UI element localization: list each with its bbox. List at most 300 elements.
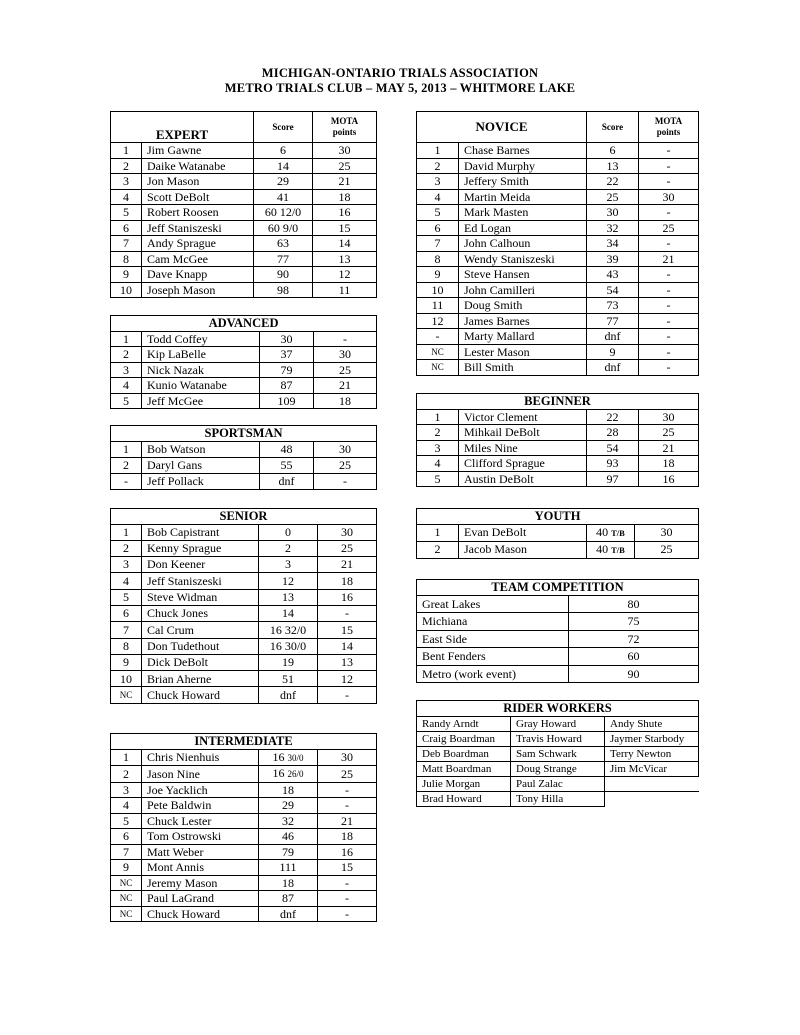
table-row [111,524,377,540]
worker-name [605,791,699,806]
table-cell: Cal Crum [142,622,259,638]
table-row [417,205,699,221]
table-cell: 21 [639,251,699,267]
table-cell: Jon Mason [142,174,254,190]
table-cell: - [111,473,142,489]
table-cell: 25 [635,541,699,558]
table-cell: 10 [111,282,142,298]
table-row [417,456,699,472]
table-cell: 54 [587,440,639,456]
table-cell: 2 [111,457,142,473]
table-row [111,782,377,798]
table-cell: Miles Nine [459,440,587,456]
table-row [111,573,377,589]
table-cell: Jeff Pollack [142,473,260,489]
table-cell: 79 [260,362,314,378]
table-cell: 4 [417,189,459,205]
table-cell: 25 [313,158,377,174]
table-cell: 13 [587,158,639,174]
table-row [111,829,377,845]
worker-name: Jaymer Starbody [605,731,699,746]
table-cell [587,524,635,541]
score-value: 32 [282,813,294,828]
senior-table [110,508,377,704]
table-row [111,220,377,236]
table-cell: 5 [111,205,142,221]
sportsman-table [110,425,377,490]
table-cell: Bob Capistrant [142,524,259,540]
table-cell: 4 [111,378,142,394]
table-row [111,251,377,267]
table-cell: Paul LaGrand [142,891,259,907]
score-value: 29 [282,798,294,812]
table-cell: - [314,331,377,347]
mota-header: MOTA points [313,112,377,143]
table-row [417,471,699,487]
table-row [417,746,699,761]
table-cell: NC [111,906,142,922]
score-header: Score [254,112,313,143]
table-cell: - [314,473,377,489]
table-row [417,595,699,613]
table-cell: dnf [259,687,318,703]
table-cell: Chuck Jones [142,605,259,621]
table-cell: NC [111,891,142,907]
table-cell: Pete Baldwin [142,798,259,814]
table-cell: 5 [111,589,142,605]
table-cell: NC [417,344,459,360]
table-row [111,798,377,814]
table-cell: - [639,282,699,298]
table-row [111,766,377,783]
table-cell: 5 [111,393,142,409]
score-header: Score [587,112,639,143]
table-cell [587,541,635,558]
table-cell: 14 [254,158,313,174]
table-row [417,174,699,190]
table-cell [259,906,318,922]
table-row [111,205,377,221]
team-competition-table [416,579,699,683]
table-cell: John Camilleri [459,282,587,298]
table-cell: Kunio Watanabe [142,378,260,394]
table-row [417,267,699,283]
table-cell: 30 [639,189,699,205]
table-cell: 55 [260,457,314,473]
table-cell: Chuck Howard [142,687,259,703]
table-cell: - [639,174,699,190]
table-row [111,589,377,605]
table-cell: 90 [254,267,313,283]
table-cell: 1 [417,409,459,425]
table-row [111,441,377,457]
table-cell: - [639,236,699,252]
worker-name: Terry Newton [605,746,699,761]
table-cell: 60 9/0 [254,220,313,236]
table-cell: 4 [111,573,142,589]
table-cell: Chuck Howard [142,906,259,922]
table-cell: Wendy Staniszeski [459,251,587,267]
table-cell: 8 [111,638,142,654]
table-row [417,329,699,345]
table-cell: 21 [314,378,377,394]
table-row [111,143,377,159]
beginner-table [416,393,699,487]
table-cell: 25 [318,766,377,783]
table-row [111,158,377,174]
table-row [111,906,377,922]
table-cell: - [318,687,377,703]
intermediate-table [110,733,377,922]
table-cell: 9 [587,344,639,360]
table-cell: Steve Hansen [459,267,587,283]
table-cell: 25 [587,189,639,205]
table-cell: 18 [313,189,377,205]
table-cell: Jim Gawne [142,143,254,159]
score-value: 16 [272,766,285,780]
table-cell: - [318,782,377,798]
table-cell: 2 [111,540,142,556]
table-cell: 41 [254,189,313,205]
table-cell: Todd Coffey [142,331,260,347]
table-cell: 18 [639,456,699,472]
table-cell: 2 [417,158,459,174]
table-row [417,220,699,236]
table-cell: Lester Mason [459,344,587,360]
table-row [417,613,699,631]
table-row [417,791,699,806]
table-cell: Jeffery Smith [459,174,587,190]
table-cell: 30 [318,749,377,766]
table-row [417,648,699,666]
table-row [111,605,377,621]
score-value: 18 [282,782,294,797]
table-cell: - [318,605,377,621]
table-cell: 8 [111,251,142,267]
table-row [111,687,377,703]
table-cell: Michiana [417,613,569,631]
table-cell: Jeff Staniszeski [142,220,254,236]
table-row [111,860,377,876]
tiebreak-label: T/B [611,527,625,538]
table-cell: 16 32/0 [259,622,318,638]
table-cell: Great Lakes [417,595,569,613]
table-cell: 3 [111,557,142,573]
tiebreak-label: T/B [611,544,625,555]
advanced-table [110,315,377,409]
table-cell: 48 [260,441,314,457]
table-cell: Andy Sprague [142,236,254,252]
table-cell: 54 [587,282,639,298]
table-cell: 77 [587,313,639,329]
table-row [111,378,377,394]
table-cell: Chase Barnes [459,143,587,159]
table-row [111,393,377,409]
table-cell: 5 [111,813,142,829]
worker-name: Andy Shute [605,716,699,731]
table-cell: 6 [254,143,313,159]
table-cell: Victor Clement [459,409,587,425]
table-row [111,891,377,907]
table-cell: 25 [314,362,377,378]
table-cell: Cam McGee [142,251,254,267]
table-cell: Austin DeBolt [459,471,587,487]
table-row [111,362,377,378]
table-cell: 60 12/0 [254,205,313,221]
table-cell: Brian Aherne [142,671,259,687]
table-row [417,541,699,558]
table-cell: 19 [259,654,318,670]
table-cell: 15 [313,220,377,236]
table-cell: NC [111,687,142,703]
table-cell: 30 [314,441,377,457]
table-cell: 87 [260,378,314,394]
table-cell: 7 [111,844,142,860]
table-cell: 22 [587,409,639,425]
table-row [417,440,699,456]
score-value: 46 [282,829,294,843]
table-cell: 16 30/0 [259,638,318,654]
sportsman-title: SPORTSMAN [111,426,377,442]
table-cell: 22 [587,174,639,190]
youth-table [416,508,699,559]
table-cell: Don Keener [142,557,259,573]
table-cell: 30 [313,143,377,159]
table-cell: 63 [254,236,313,252]
table-row [111,654,377,670]
table-cell: - [318,906,377,922]
table-cell: 12 [417,313,459,329]
table-row [417,776,699,791]
table-cell: 51 [259,671,318,687]
table-cell: 6 [111,220,142,236]
table-cell: 1 [417,143,459,159]
worker-name: Travis Howard [511,731,605,746]
table-cell: 3 [111,782,142,798]
table-cell: 9 [111,654,142,670]
table-cell: Daike Watanabe [142,158,254,174]
table-cell: - [639,360,699,376]
tiebreak-value: 30/0 [287,752,304,763]
score-value: dnf [280,906,296,921]
table-cell: 97 [587,471,639,487]
table-cell: 1 [111,441,142,457]
table-cell: 18 [314,393,377,409]
table-cell: Doug Smith [459,298,587,314]
table-cell: 7 [417,236,459,252]
table-cell: 16 [318,844,377,860]
table-row [417,425,699,441]
worker-name: Paul Zalac [511,776,605,791]
table-cell: 6 [417,220,459,236]
table-cell: 43 [587,267,639,283]
table-cell: - [639,313,699,329]
table-cell: Joseph Mason [142,282,254,298]
table-cell: Robert Roosen [142,205,254,221]
table-cell: 3 [417,440,459,456]
table-cell: 30 [318,524,377,540]
team-title: TEAM COMPETITION [417,580,699,596]
table-cell: Daryl Gans [142,457,260,473]
table-cell: 2 [111,347,142,363]
table-cell: East Side [417,630,569,648]
table-cell: 21 [318,813,377,829]
table-cell: 1 [111,331,142,347]
expert-table [110,111,377,298]
table-cell: 60 [569,648,699,666]
table-cell: 32 [587,220,639,236]
table-cell: 109 [260,393,314,409]
table-cell: Ed Logan [459,220,587,236]
table-cell: 16 [318,589,377,605]
table-cell: 73 [587,298,639,314]
table-cell: Kenny Sprague [142,540,259,556]
table-cell: 30 [635,524,699,541]
table-cell: 18 [318,829,377,845]
table-cell: 14 [259,605,318,621]
table-cell: Chris Nienhuis [142,749,259,766]
table-row [111,813,377,829]
table-cell: Bob Watson [142,441,260,457]
table-row [111,331,377,347]
table-cell: 6 [111,829,142,845]
table-cell: 13 [313,251,377,267]
worker-name: Jim McVicar [605,761,699,776]
table-cell: 75 [569,613,699,631]
table-row [417,716,699,731]
table-cell: Marty Mallard [459,329,587,345]
table-cell: 30 [260,331,314,347]
table-cell: 16 [313,205,377,221]
beginner-title: BEGINNER [417,394,699,410]
table-cell: 25 [639,220,699,236]
table-row [111,473,377,489]
table-cell [259,749,318,766]
table-cell [259,891,318,907]
table-row [111,347,377,363]
table-cell: 9 [417,267,459,283]
table-cell: dnf [587,329,639,345]
table-row [417,409,699,425]
document-subtitle: METRO TRIALS CLUB – MAY 5, 2013 – WHITMORE LAKE [224,81,576,95]
table-cell: Metro (work event) [417,665,569,683]
table-row [111,457,377,473]
worker-name: Craig Boardman [417,731,511,746]
table-row [111,557,377,573]
table-row [417,189,699,205]
tiebreak-value: 26/0 [287,769,304,779]
table-cell: - [318,891,377,907]
table-row [417,731,699,746]
score-value: 18 [282,875,294,890]
score-value: 111 [279,860,297,874]
intermediate-title: INTERMEDIATE [111,734,377,750]
table-cell: 77 [254,251,313,267]
table-cell: John Calhoun [459,236,587,252]
table-cell: 93 [587,456,639,472]
table-cell: Mark Masten [459,205,587,221]
youth-title: YOUTH [417,509,699,525]
table-cell: 25 [639,425,699,441]
table-cell: 12 [313,267,377,283]
table-cell: Kip LaBelle [142,347,260,363]
table-cell: 15 [318,622,377,638]
table-cell: Jeff Staniszeski [142,573,259,589]
table-cell: 13 [318,654,377,670]
table-cell: - [318,798,377,814]
table-cell: - [639,344,699,360]
table-row [111,671,377,687]
score-value: 40 [596,524,609,539]
table-cell: 5 [417,471,459,487]
table-cell: Tom Ostrowski [142,829,259,845]
table-cell: 29 [254,174,313,190]
score-value: 79 [282,844,294,859]
table-cell [259,782,318,798]
table-cell: Mihkail DeBolt [459,425,587,441]
table-cell: 3 [259,557,318,573]
table-cell: 3 [111,174,142,190]
table-cell: Clifford Sprague [459,456,587,472]
table-cell: Dick DeBolt [142,654,259,670]
table-cell: - [639,267,699,283]
table-cell: 21 [639,440,699,456]
table-cell: 30 [314,347,377,363]
table-cell: Joe Yacklich [142,782,259,798]
worker-name: Doug Strange [511,761,605,776]
table-row [417,344,699,360]
senior-title: SENIOR [111,509,377,525]
table-row [111,174,377,190]
table-cell: 37 [260,347,314,363]
table-cell: 6 [111,605,142,621]
table-row [111,622,377,638]
table-cell: 21 [318,557,377,573]
table-cell: 13 [259,589,318,605]
table-cell: Chuck Lester [142,813,259,829]
worker-name: Brad Howard [417,791,511,806]
table-row [111,749,377,766]
table-row [417,158,699,174]
score-value: 40 [596,541,609,556]
workers-title: RIDER WORKERS [417,701,699,717]
table-cell: Evan DeBolt [459,524,587,541]
table-cell: 12 [259,573,318,589]
table-cell: Jason Nine [142,766,259,783]
table-cell: 11 [313,282,377,298]
table-cell: 16 [639,471,699,487]
table-cell: 1 [111,749,142,766]
table-cell: Dave Knapp [142,267,254,283]
table-cell: Don Tudethout [142,638,259,654]
table-cell: 1 [417,524,459,541]
worker-name: Deb Boardman [417,746,511,761]
table-row [417,360,699,376]
table-cell: 39 [587,251,639,267]
table-row [111,189,377,205]
table-row [111,875,377,891]
table-cell: 14 [313,236,377,252]
table-cell: 4 [111,798,142,814]
table-row [111,282,377,298]
worker-name: Sam Schwark [511,746,605,761]
table-cell: 25 [314,457,377,473]
table-cell: - [639,329,699,345]
table-cell: Steve Widman [142,589,259,605]
table-cell: - [639,298,699,314]
table-row [417,236,699,252]
worker-name: Gray Howard [511,716,605,731]
